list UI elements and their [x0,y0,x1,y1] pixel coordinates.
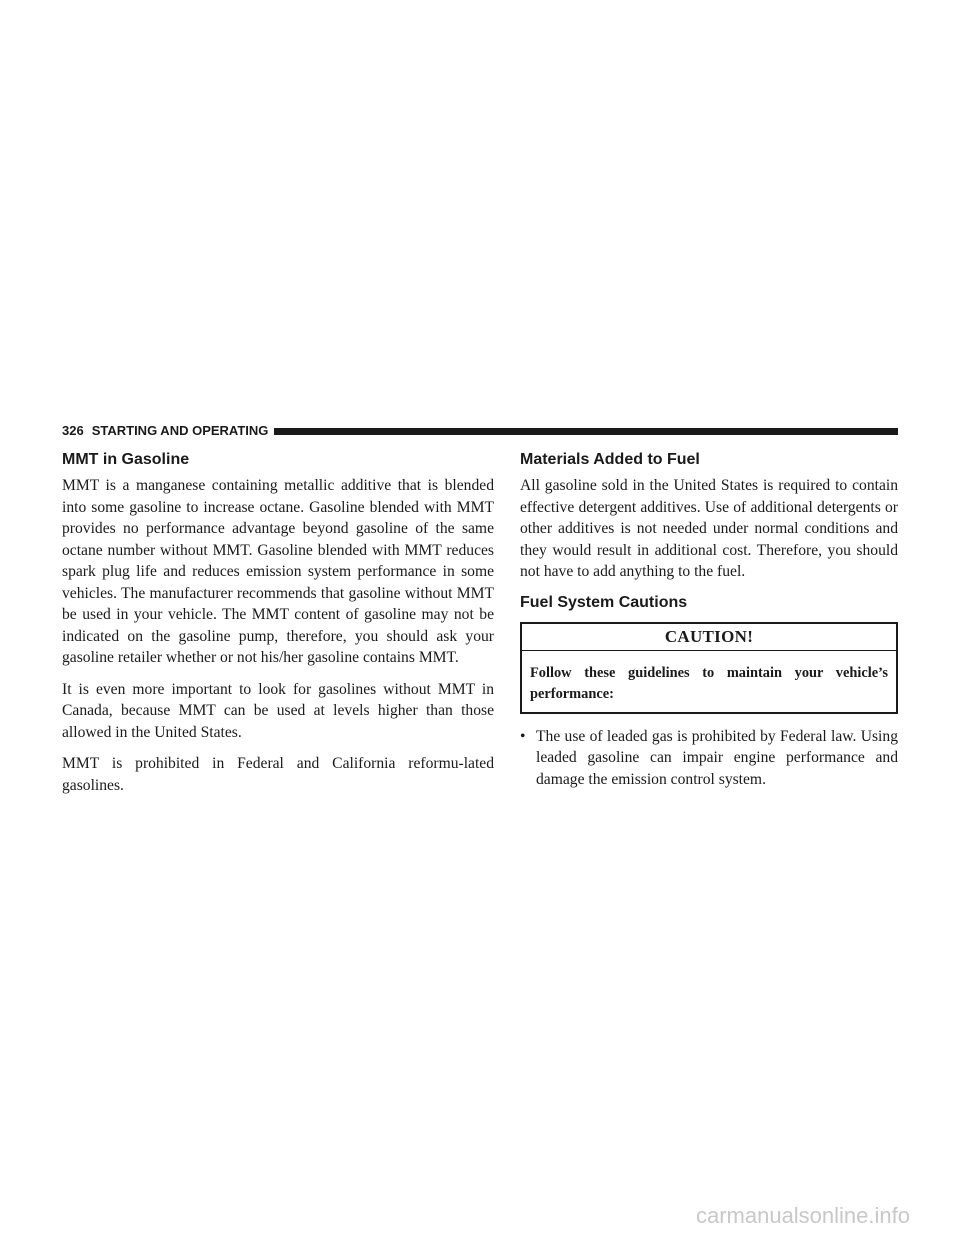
bullet-text: The use of leaded gas is prohibited by Federal law. Using leaded gasoline can impair engine performance and damage the emission control system. [536,727,898,788]
left-column [62,450,494,806]
bullet-item [520,726,898,791]
heading-materials-added-to-fuel: Materials Added to Fuel [520,451,700,468]
caution-box [520,622,898,714]
caution-text: Follow these guidelines to maintain your vehicle’s performance: [530,664,888,702]
paragraph: All gasoline sold in the United States is required to contain effective detergent additives. Use of additional detergents or other additives is not needed under normal conditions and they would result in additional cost. Therefore, you should not have to add anything to the fuel. [520,477,898,580]
right-column [520,450,898,790]
section-title: STARTING AND OPERATING [91,423,269,438]
caution-title: CAUTION! [522,624,896,651]
page-header [62,423,898,439]
page-number: 326 [62,423,84,438]
paragraph: MMT is a manganese containing metallic additive that is blended into some gasoline to increase octane. Gasoline blended with MMT provides no performance advantage beyond gasoline of the same octane number without MMT. Gasoline blended with MMT reduces spark plug life and reduces emission system performance in some vehicles. The manufacturer recommends that gasoline without MMT be used in your vehicle. The MMT content of gasoline may not be indicated on the gasoline pump, therefore, you should ask your gasoline retailer whether or not his/her gasoline contains MMT. [62,477,494,666]
heading-mmt-in-gasoline: MMT in Gasoline [62,451,190,468]
heading-fuel-system-cautions: Fuel System Cautions [520,593,688,611]
paragraph: It is even more important to look for gasolines without MMT in Canada, because MMT can be used at levels higher than those allowed in the United States. [62,680,494,741]
bullet-icon: • [520,727,526,745]
header-rule [274,428,898,435]
watermark: carmanualsonline.info [695,1203,910,1228]
paragraph: MMT is prohibited in Federal and California reformu-lated gasolines. [62,755,494,794]
